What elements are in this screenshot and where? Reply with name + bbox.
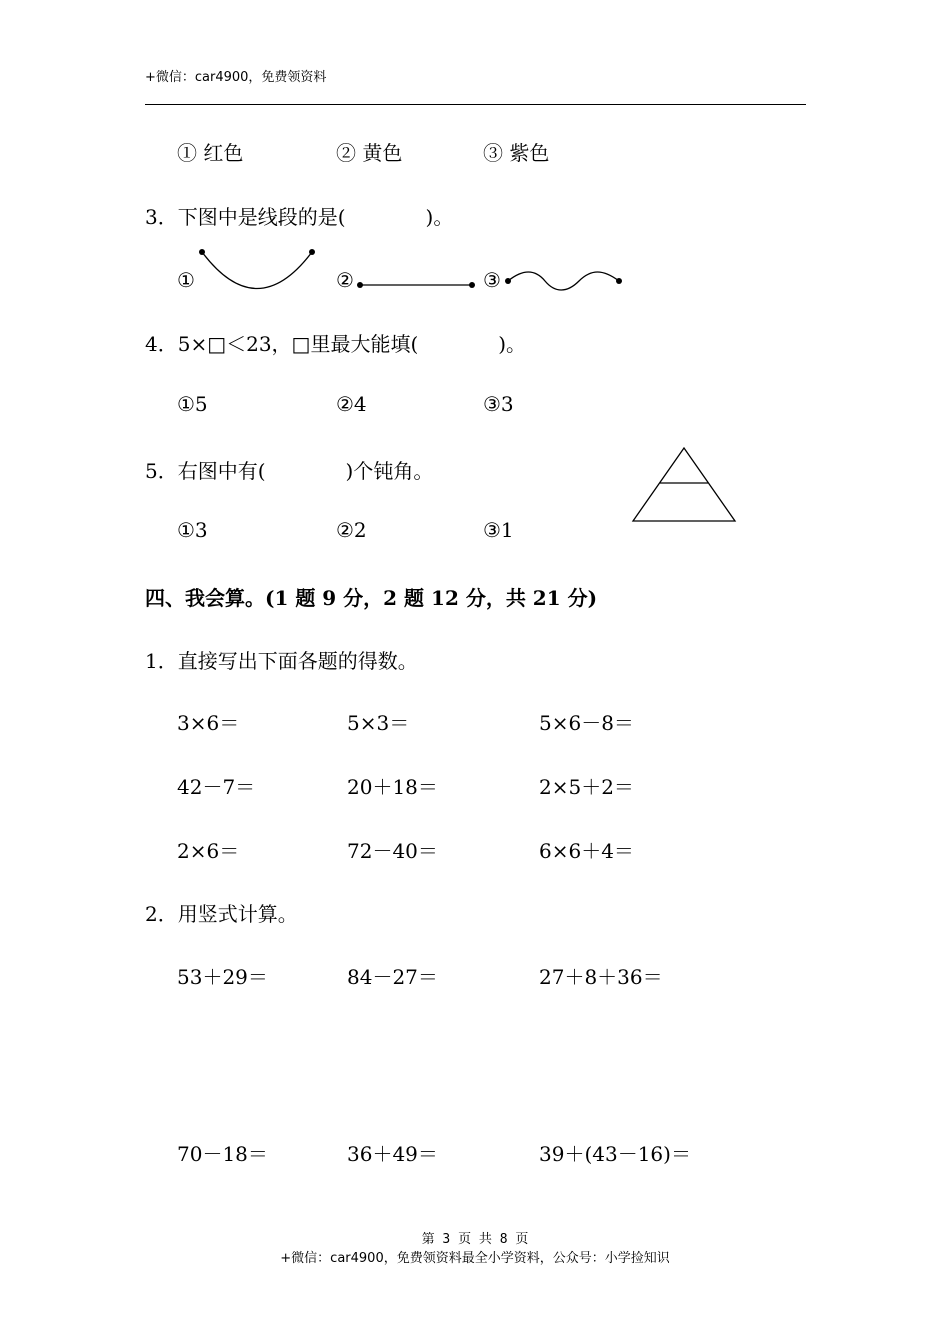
q4-stem: 4．5×□＜23，□里最大能填( )。 bbox=[145, 332, 527, 356]
oral-problem: 5×3＝ bbox=[347, 711, 410, 735]
q3-option-2: ② bbox=[336, 268, 354, 292]
vertical-calc-problem: 36＋49＝ bbox=[347, 1142, 438, 1166]
triangle-figure bbox=[628, 444, 740, 526]
q3-option-3: ③ bbox=[483, 268, 501, 292]
q2-option-3: ③ 紫色 bbox=[483, 141, 550, 165]
p1-stem: 1．直接写出下面各题的得数。 bbox=[145, 649, 418, 673]
section-title: 四、我会算。(1 题 9 分，2 题 12 分，共 21 分) bbox=[145, 586, 598, 610]
q5-option-2: ②2 bbox=[336, 518, 367, 542]
line-segment-figure bbox=[355, 278, 480, 292]
oral-problem: 72－40＝ bbox=[347, 839, 438, 863]
vertical-calc-problem: 70－18＝ bbox=[177, 1142, 268, 1166]
oral-problem: 20＋18＝ bbox=[347, 775, 438, 799]
oral-problem: 3×6＝ bbox=[177, 711, 240, 735]
footer-note: +微信：car4900，免费领资料最全小学资料，公众号：小学捡知识 bbox=[280, 1251, 670, 1266]
vertical-calc-problem: 84－27＝ bbox=[347, 965, 438, 989]
oral-problem: 42－7＝ bbox=[177, 775, 256, 799]
q4-option-3: ③3 bbox=[483, 392, 514, 416]
q4-option-2: ②4 bbox=[336, 392, 367, 416]
header-note: +微信：car4900，免费领资料 bbox=[145, 70, 327, 85]
arc-figure bbox=[195, 245, 325, 295]
q4-option-1: ①5 bbox=[177, 392, 208, 416]
oral-problem: 2×6＝ bbox=[177, 839, 240, 863]
wavy-curve-figure bbox=[503, 270, 625, 294]
p2-stem: 2．用竖式计算。 bbox=[145, 902, 298, 926]
vertical-calc-problem: 27＋8＋36＝ bbox=[539, 965, 663, 989]
q2-option-2: ② 黄色 bbox=[336, 141, 403, 165]
q2-option-1: ① 红色 bbox=[177, 141, 244, 165]
q3-stem: 3．下图中是线段的是( )。 bbox=[145, 205, 454, 229]
oral-problem: 5×6－8＝ bbox=[539, 711, 634, 735]
q3-option-1: ① bbox=[177, 268, 195, 292]
oral-problem: 6×6＋4＝ bbox=[539, 839, 634, 863]
vertical-calc-problem: 53＋29＝ bbox=[177, 965, 268, 989]
oral-problem: 2×5＋2＝ bbox=[539, 775, 634, 799]
page-number: 第 3 页 共 8 页 bbox=[421, 1232, 529, 1247]
vertical-calc-problem: 39＋(43－16)＝ bbox=[539, 1142, 691, 1166]
q5-option-3: ③1 bbox=[483, 518, 514, 542]
header-rule bbox=[145, 104, 806, 105]
q5-stem: 5．右图中有( )个钝角。 bbox=[145, 459, 434, 483]
q5-option-1: ①3 bbox=[177, 518, 208, 542]
